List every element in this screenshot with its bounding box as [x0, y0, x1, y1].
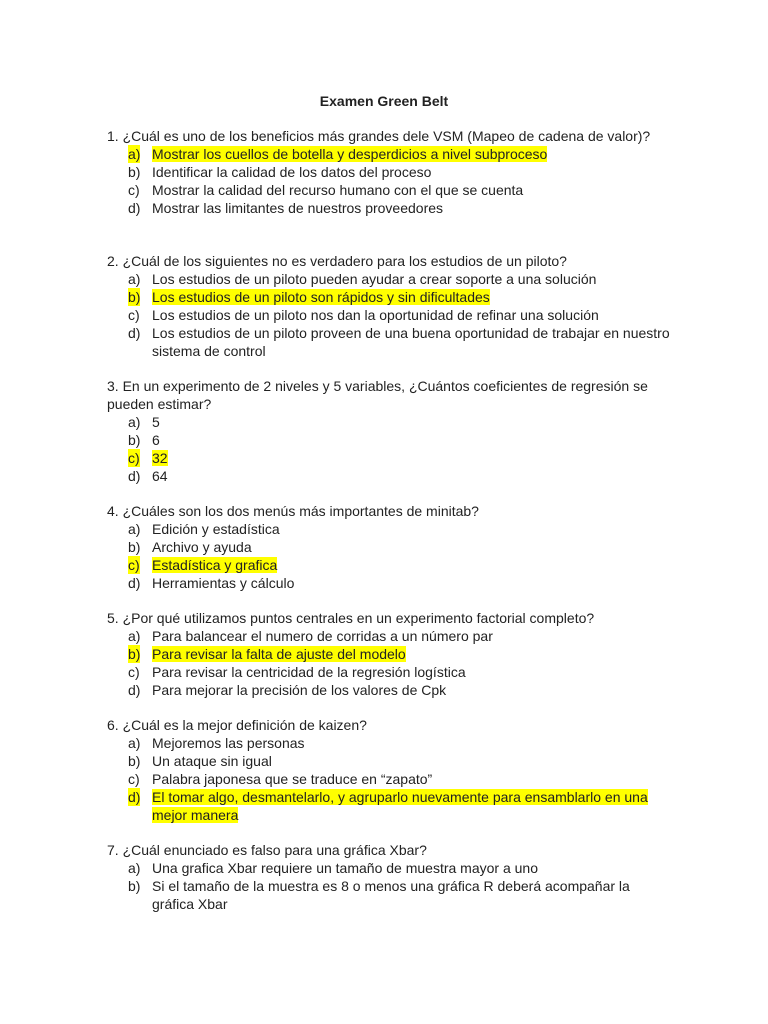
- option-1a: [107, 145, 667, 163]
- option-letter: d): [128, 682, 141, 698]
- option-2a: [107, 270, 667, 288]
- option-2d: [107, 324, 670, 360]
- option-letter: c): [128, 307, 140, 323]
- option-text-highlighted: Los estudios de un piloto son rápidos y sin dificultades: [152, 289, 490, 305]
- option-letter: b): [128, 289, 141, 305]
- question-5: [107, 609, 667, 699]
- option-text: 5: [152, 414, 160, 430]
- option-text: Un ataque sin igual: [152, 753, 272, 769]
- question-text: 6. ¿Cuál es la mejor definición de kaizen?: [107, 717, 367, 733]
- option-letter: b): [128, 878, 141, 894]
- option-letter: d): [128, 789, 141, 805]
- question-2: [107, 252, 670, 360]
- option-text: Mostrar la calidad del recurso humano con el que se cuenta: [152, 182, 524, 198]
- option-letter: a): [128, 521, 141, 537]
- question-7: [107, 841, 667, 913]
- option-7b: [107, 877, 667, 913]
- option-3b: [107, 431, 667, 449]
- option-text: Edición y estadística: [152, 521, 280, 537]
- option-text-highlighted: Mostrar los cuellos de botella y desperdicios a nivel subproceso: [152, 146, 548, 162]
- option-letter: b): [128, 432, 141, 448]
- option-6c: [107, 770, 667, 788]
- option-letter: d): [128, 325, 141, 341]
- option-7a: [107, 859, 667, 877]
- option-text: Para balancear el numero de corridas a un número par: [152, 628, 493, 644]
- option-letter: d): [128, 468, 141, 484]
- option-5d: [107, 681, 667, 699]
- option-3a: [107, 413, 667, 431]
- option-4b: [107, 538, 667, 556]
- option-1b: [107, 163, 667, 181]
- option-text: Los estudios de un piloto proveen de una buena oportunidad de trabajar en nuestro sistema de control: [152, 325, 670, 359]
- question-text: 4. ¿Cuáles son los dos menús más importantes de minitab?: [107, 503, 479, 519]
- option-text: Una grafica Xbar requiere un tamaño de muestra mayor a uno: [152, 860, 538, 876]
- option-text: Herramientas y cálculo: [152, 575, 295, 591]
- question-6: [107, 716, 667, 824]
- option-5a: [107, 627, 667, 645]
- option-letter: d): [128, 575, 141, 591]
- option-letter: b): [128, 753, 141, 769]
- option-text-highlighted: Estadística y grafica: [152, 557, 278, 573]
- option-text: Para mejorar la precisión de los valores de Cpk: [152, 682, 447, 698]
- option-text: Archivo y ayuda: [152, 539, 252, 555]
- option-text: 6: [152, 432, 160, 448]
- question-text: 7. ¿Cuál enunciado es falso para una gráfica Xbar?: [107, 842, 427, 858]
- option-text: 64: [152, 468, 168, 484]
- option-letter: a): [128, 146, 141, 162]
- option-2c: [107, 306, 667, 324]
- option-letter: a): [128, 271, 141, 287]
- option-text: Mostrar las limitantes de nuestros proveedores: [152, 200, 444, 216]
- option-text: Para revisar la centricidad de la regresión logística: [152, 664, 466, 680]
- option-1d: [107, 199, 667, 217]
- option-5c: [107, 663, 667, 681]
- option-4c: [107, 556, 667, 574]
- option-text: Palabra japonesa que se traduce en “zapato”: [152, 771, 433, 787]
- option-letter: a): [128, 628, 141, 644]
- option-letter: b): [128, 164, 141, 180]
- option-5b: [107, 645, 667, 663]
- option-text: Si el tamaño de la muestra es 8 o menos una gráfica R deberá acompañar la gráfica Xbar: [152, 878, 630, 912]
- option-text-highlighted: 32: [152, 450, 168, 466]
- option-3d: [107, 467, 667, 485]
- option-letter: b): [128, 539, 141, 555]
- option-text-highlighted: Para revisar la falta de ajuste del modelo: [152, 646, 406, 662]
- option-text: Mejoremos las personas: [152, 735, 305, 751]
- option-6b: [107, 752, 667, 770]
- question-1: [107, 127, 667, 217]
- option-6a: [107, 734, 667, 752]
- option-text: Los estudios de un piloto nos dan la oportunidad de refinar una solución: [152, 307, 599, 323]
- option-letter: c): [128, 450, 140, 466]
- option-letter: c): [128, 182, 140, 198]
- question-text: 2. ¿Cuál de los siguientes no es verdadero para los estudios de un piloto?: [107, 253, 567, 269]
- option-letter: d): [128, 200, 141, 216]
- option-letter: c): [128, 664, 140, 680]
- option-4a: [107, 520, 667, 538]
- question-text: 1. ¿Cuál es uno de los beneficios más grandes dele VSM (Mapeo de cadena de valor)?: [107, 128, 651, 144]
- option-letter: a): [128, 735, 141, 751]
- option-letter: a): [128, 860, 141, 876]
- option-1c: [107, 181, 667, 199]
- question-3: [107, 377, 667, 485]
- exam-title: Examen Green Belt: [319, 93, 449, 109]
- option-text-highlighted: El tomar algo, desmantelarlo, y agruparlo nuevamente para ensamblarlo en una mejor manera: [152, 789, 648, 823]
- option-text: Identificar la calidad de los datos del proceso: [152, 164, 432, 180]
- question-4: [107, 502, 667, 592]
- option-2b: [107, 288, 667, 306]
- option-letter: c): [128, 557, 140, 573]
- option-4d: [107, 574, 667, 592]
- option-3c: [107, 449, 667, 467]
- option-6d: [107, 788, 667, 824]
- question-text: 5. ¿Por qué utilizamos puntos centrales en un experimento factorial completo?: [107, 610, 595, 626]
- option-letter: b): [128, 646, 141, 662]
- option-text: Los estudios de un piloto pueden ayudar a crear soporte a una solución: [152, 271, 597, 287]
- option-letter: a): [128, 414, 141, 430]
- question-text: 3. En un experimento de 2 niveles y 5 variables, ¿Cuántos coeficientes de regresión se pueden estimar?: [107, 378, 648, 412]
- option-letter: c): [128, 771, 140, 787]
